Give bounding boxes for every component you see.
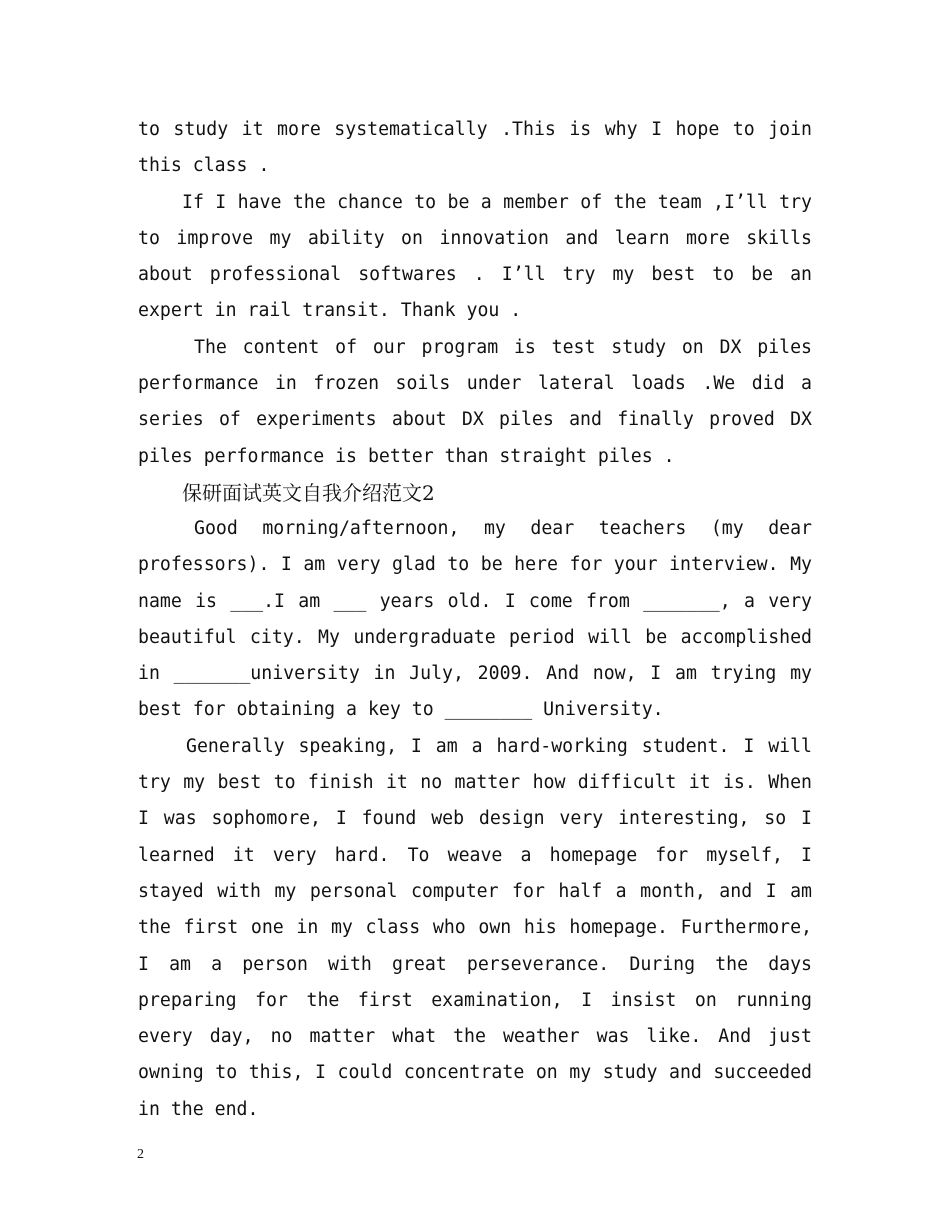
section-heading: 保研面试英文自我介绍范文2	[182, 480, 435, 505]
paragraph: The content of our program is test study on DX piles performance in frozen soils under lateral loads .We did a series of experiments about DX piles and finally proved DX piles performance is better than straight piles .	[138, 336, 812, 467]
paragraph: to study it more systematically .This is why I hope to join this class .	[138, 119, 812, 177]
page-content	[138, 112, 812, 1128]
paragraph: Good morning/afternoon, my dear teachers (my dear professors). I am very glad to be here for your interview. My name is ___.I am ___ years old. I come from _______, a very beautiful city. My undergraduate period will be accomplished in _______university in July, 2009. And now, I am trying my best for obtaining a key to ________ University.	[138, 517, 812, 721]
paragraph: Generally speaking, I am a hard-working student. I will try my best to finish it no matter how difficult it is. When I was sophomore, I found web design very interesting, so I learned it very hard. To weave a homepage for myself, I stayed with my personal computer for half a month, and I am the first one in my class who own his homepage. Furthermore, I am a person with great perseverance. During the days preparing for the first examination, I insist on running every day, no matter what the weather was like. And just owning to this, I could concentrate on my study and succeeded in the end.	[138, 735, 812, 1120]
page-number: 2	[137, 1147, 144, 1162]
paragraph: If I have the chance to be a member of the team ,I’ll try to improve my ability on innovation and learn more skills about professional softwares . I’ll try my best to be an expert in rail transit. Thank you .	[138, 191, 812, 322]
